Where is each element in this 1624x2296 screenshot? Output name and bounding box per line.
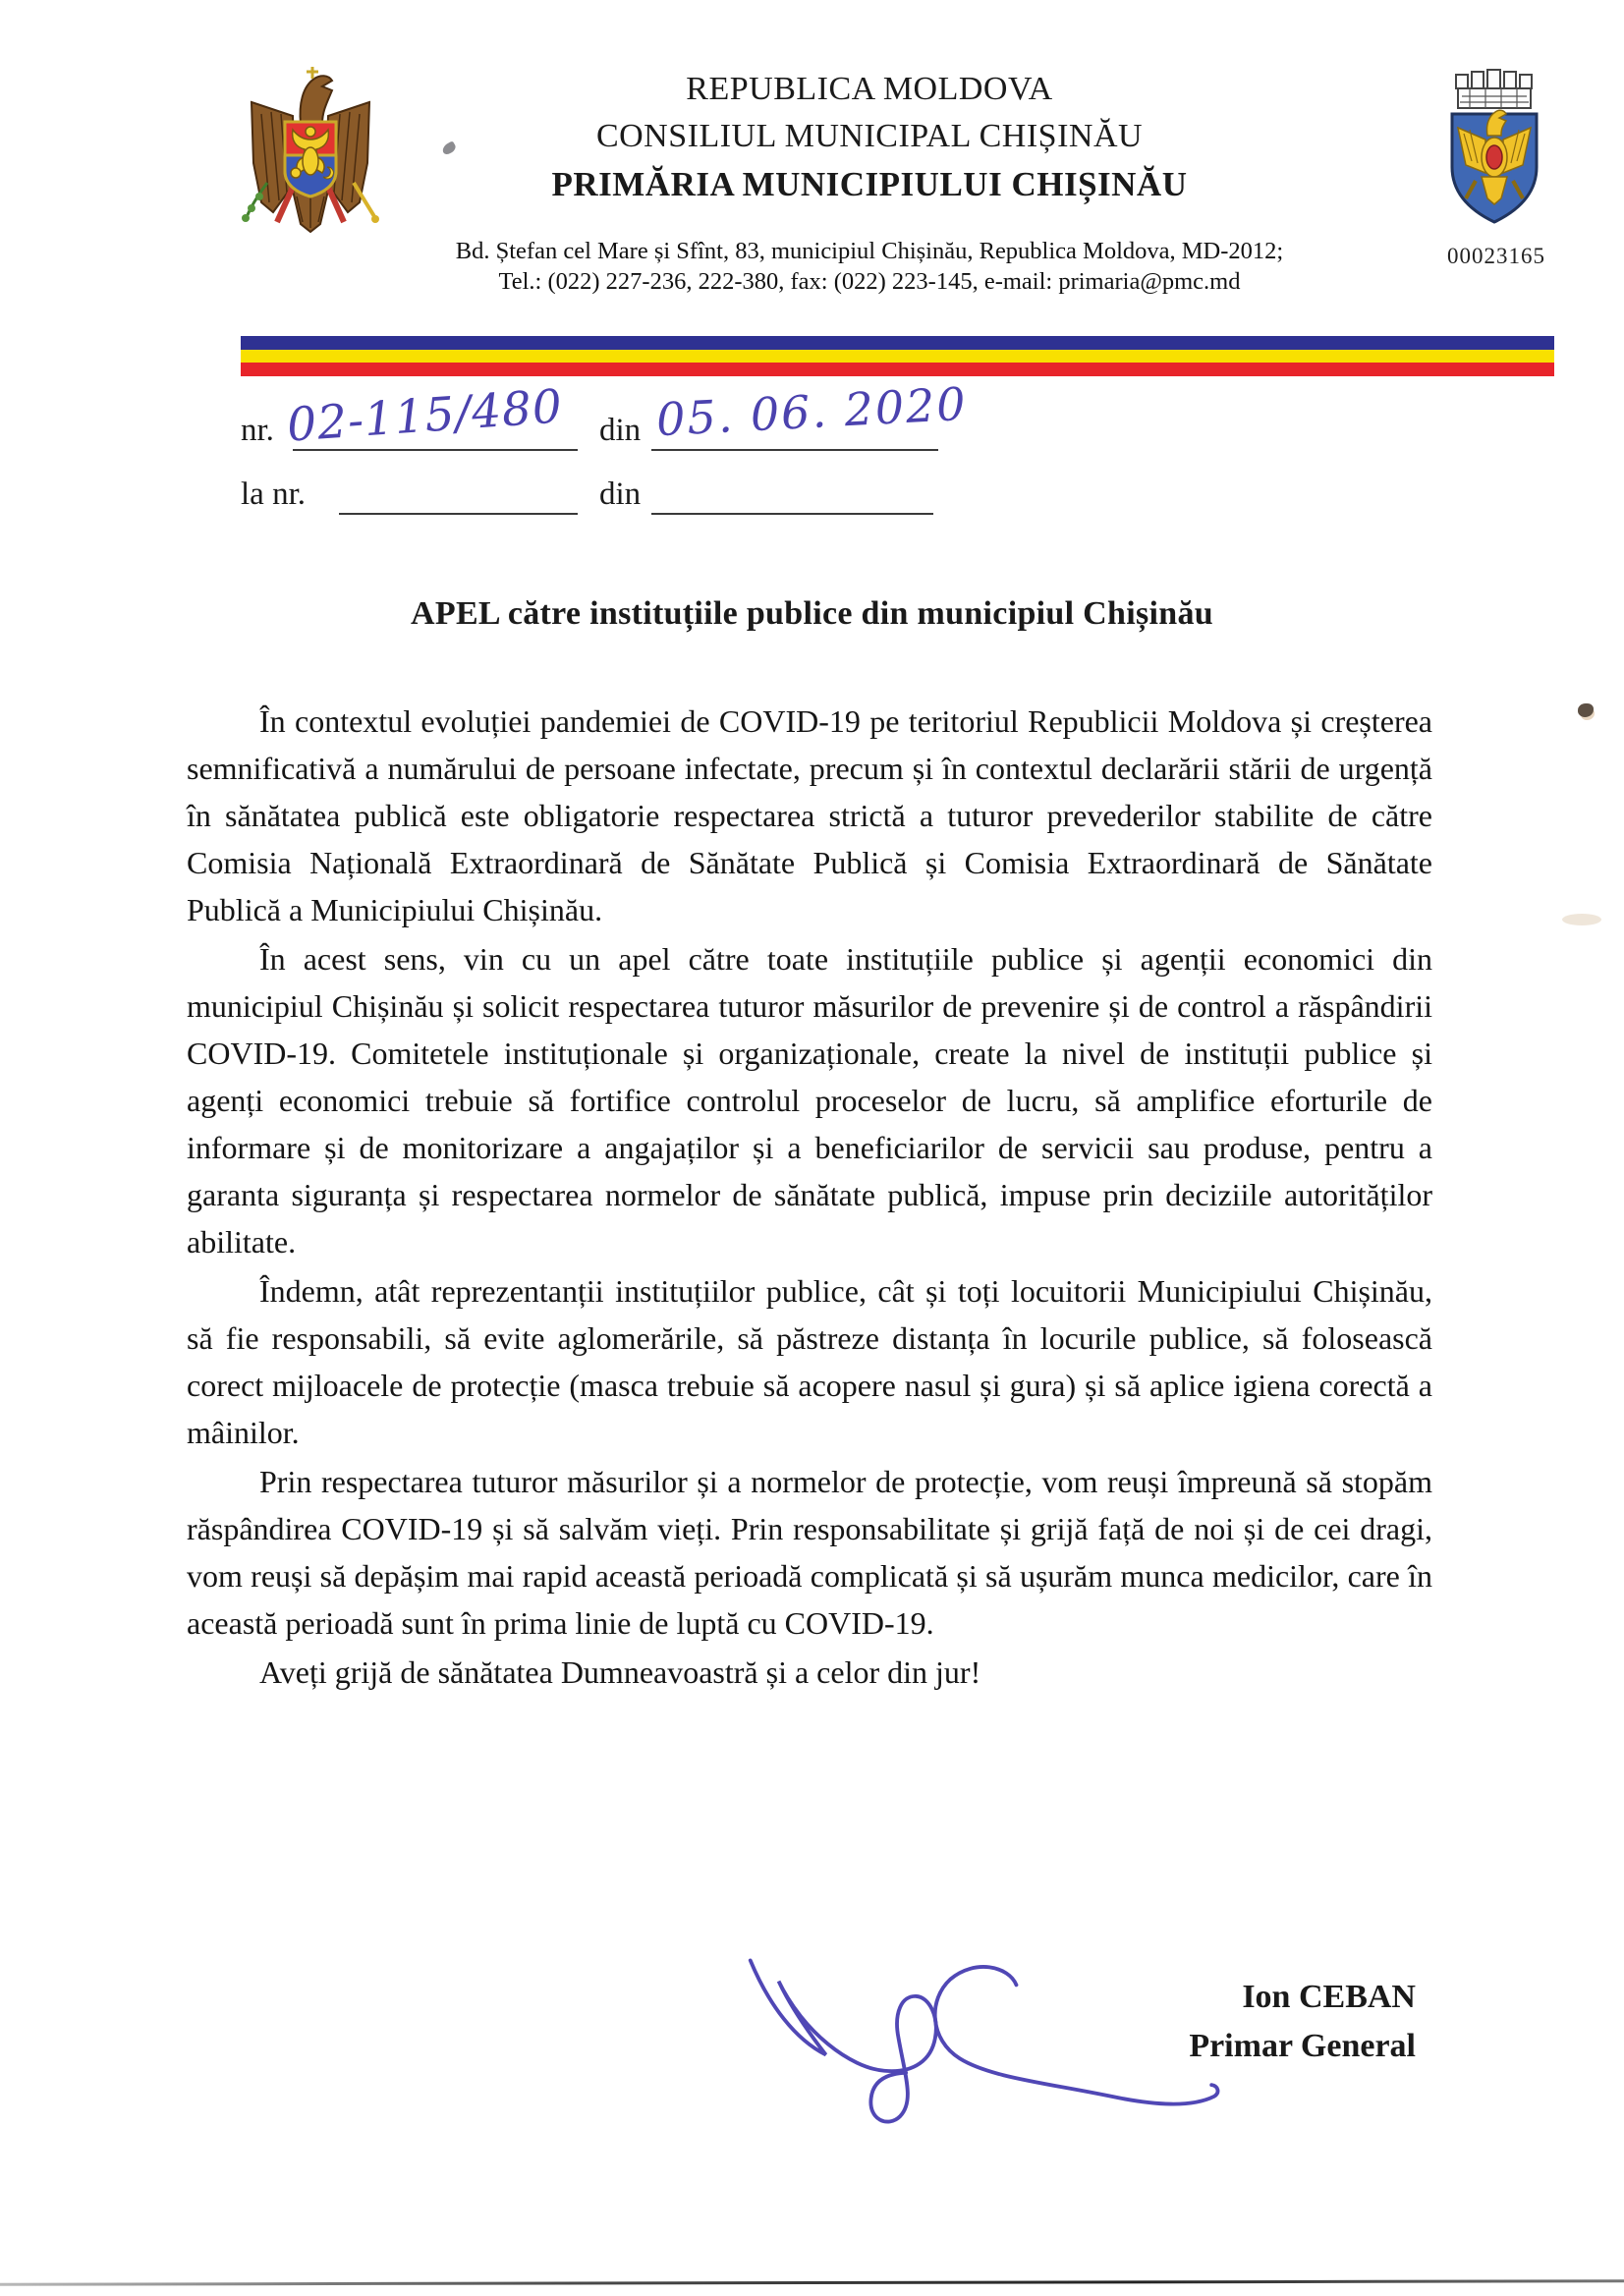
flag-stripe-blue — [241, 336, 1554, 350]
din2-label: din — [599, 476, 642, 512]
flag-stripe-red — [241, 363, 1554, 376]
body-paragraph-5: Aveți grijă de sănătatea Dumneavoastră și a celor din jur! — [259, 1654, 981, 1690]
handwritten-doc-number: 02-115/480 — [285, 379, 565, 453]
address-line1: Bd. Ștefan cel Mare și Sfînt, 83, municipiul Chișinău, Republica Moldova, MD-2012; — [455, 238, 1284, 264]
letterhead — [324, 71, 1415, 204]
letter-body — [187, 698, 1432, 1698]
flag-stripe-yellow — [241, 350, 1554, 364]
moldova-flag-band — [241, 336, 1554, 376]
body-paragraph-1: În contextul evoluției pandemiei de COVID-19 pe teritoriul Republicii Moldova și creșterea semnificativă a numărului de persoane infectate, precum și în contextul declarării stării de urgență în sănătatea publică este obligatorie respectarea strictă a tuturor prevederilor stabilite de către Comisia Națională Extraordinară de Sănătate Publică și Comisia Extraordinară de Sănătate Publică a Municipiului Chișinău. — [187, 703, 1432, 927]
scan-edge-line — [0, 2279, 1624, 2285]
scan-smudge-artifact — [1562, 914, 1601, 925]
letterhead-cityhall: PRIMĂRIA MUNICIPIULUI CHIȘINĂU — [551, 165, 1188, 203]
handwritten-signature — [735, 1947, 1226, 2141]
din2-underline — [651, 513, 933, 515]
date-underline — [651, 449, 938, 451]
document-title: APEL către instituțiile publice din municipiul Chișinău — [411, 595, 1213, 632]
body-paragraph-2: În acest sens, vin cu un apel către toate instituțiile publice și agenții economici din municipiul Chișinău și solicit respectarea tuturor măsurilor de prevenire și de control a răspândirii COVID-19. Comitetele instituționale și organizaționale, create la nivel de instituții publice și agenți economici trebuie să fortifice controlul proceselor de lucru, să amplifice eforturile de informare și de monitorizare a angajaților și a beneficiarilor de servicii sau produse, pentru a garanta siguranța și respectarea normelor de sănătate publică, impuse prin deciziile autorităților abilitate. — [187, 941, 1432, 1260]
address-line2: Tel.: (022) 227-236, 222-380, fax: (022) 223-145, e-mail: primaria@pmc.md — [498, 268, 1241, 295]
letterhead-council: CONSILIUL MUNICIPAL CHIȘINĂU — [595, 118, 1144, 154]
la-nr-label: la nr. — [241, 476, 306, 512]
nr-label: nr. — [241, 413, 274, 448]
signatory-block — [1189, 1973, 1416, 2071]
handwritten-date: 05. 06. 2020 — [654, 376, 969, 447]
signatory-title: Primar General — [1189, 2028, 1416, 2064]
body-paragraph-3: Îndemn, atât reprezentanții instituțiilor publice, cât și toți locuitorii Municipiului Chișinău, să fie responsabili, să evite aglomerările, să păstreze distanța în locurile publice, să folosească corect mijloacele de protecție (masca trebuie să acopere nasul și gura) și să aplice igiena corectă a mâinilor. — [187, 1273, 1432, 1450]
chisinau-city-coat-of-arms-icon — [1436, 67, 1552, 232]
signatory-name: Ion CEBAN — [1242, 1979, 1416, 2015]
din-label: din — [599, 413, 642, 448]
letterhead-address — [324, 236, 1415, 297]
scan-ink-speck-artifact — [1578, 703, 1594, 717]
body-paragraph-4: Prin respectarea tuturor măsurilor și a normelor de protecție, vom reuși împreună să stopăm răspândirea COVID-19 și să salvăm vieți. Prin responsabilitate și grijă față de noi și de cei dragi, vom reuși să depășim mai rapid această perioadă complicată și să ușurăm munca medicilor, care în această perioadă sunt în prima linie de luptă cu COVID-19. — [187, 1464, 1432, 1641]
letterhead-country: REPUBLICA MOLDOVA — [686, 71, 1053, 107]
form-serial-number: 00023165 — [1447, 244, 1545, 268]
la-nr-underline — [339, 513, 578, 515]
